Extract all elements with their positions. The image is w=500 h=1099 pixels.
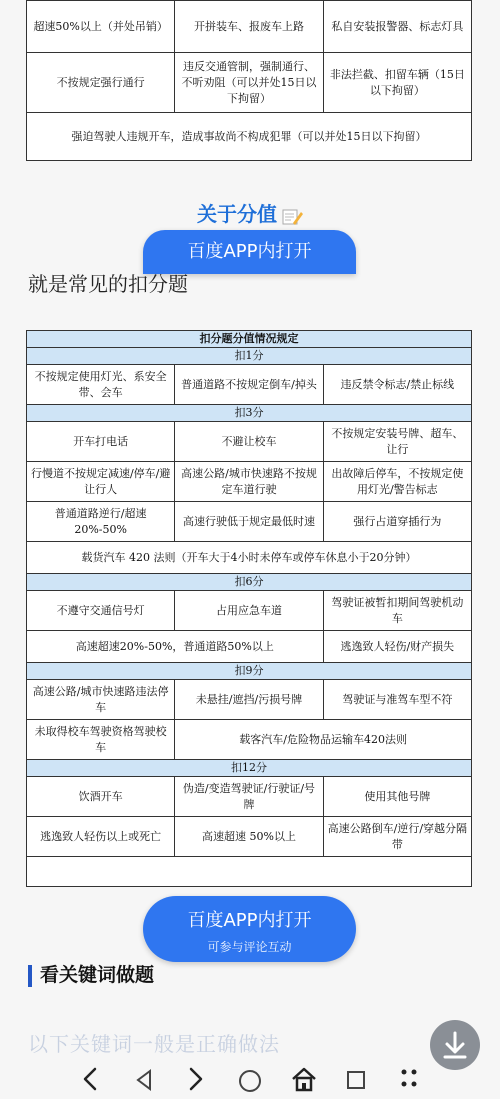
- table-cell: 伪造/变造驾驶证/行驶证/号牌: [175, 777, 323, 817]
- table-cell: 不按规定安装号牌、超车、让行: [323, 422, 471, 462]
- table-cell: 高速超速 50%以上: [175, 817, 323, 857]
- section-header-row: [27, 663, 472, 680]
- table-row: [27, 857, 472, 887]
- open-in-app-label: 百度APP内打开: [187, 241, 312, 262]
- table-cell: 载客汽车/危险物品运输车420法则: [175, 720, 472, 760]
- table-cell: 普通道路逆行/超速20%-50%: [27, 502, 175, 542]
- table-row: [27, 777, 472, 817]
- intro-text: 就是常见的扣分题: [28, 272, 188, 296]
- table-cell: 载货汽车 420 法则（开车大于4小时未停车或停车休息小于20分钟）: [27, 542, 472, 574]
- section-header-row: [27, 405, 472, 422]
- table-cell: 开车打电话: [27, 422, 175, 462]
- more-icon[interactable]: [397, 1064, 421, 1094]
- section-title-text: 关于分值: [197, 202, 277, 226]
- open-in-app-button[interactable]: [143, 896, 356, 962]
- table-row: [27, 680, 472, 720]
- table-cell: 不按规定强行通行: [27, 53, 175, 113]
- table-cell: 未悬挂/遮挡/污损号牌: [175, 680, 323, 720]
- keyword-heading-text: 看关键词做题: [40, 964, 155, 986]
- table-cell: 非法拦截、扣留车辆（15日以下拘留）: [323, 53, 471, 113]
- table-cell: 高速公路/城市快速路不按规定车道行驶: [175, 462, 323, 502]
- table-cell: 普通道路不按规定倒车/掉头: [175, 365, 323, 405]
- keyword-heading: [28, 960, 154, 987]
- table-cell: 超速50%以上（并处吊销）: [27, 1, 175, 53]
- section-header-row: [27, 760, 472, 777]
- table-cell: 不遵守交通信号灯: [27, 591, 175, 631]
- recents-icon[interactable]: [344, 1064, 368, 1094]
- table-cell: 私自安装报警器、标志灯具: [323, 1, 471, 53]
- table-row: [27, 817, 472, 857]
- table-cell: 不按规定使用灯光、系安全带、会车: [27, 365, 175, 405]
- table-cell: 强行占道穿插行为: [323, 502, 471, 542]
- back-arrow-icon[interactable]: [78, 1064, 102, 1094]
- table-cell: 违反禁令标志/禁止标线: [323, 365, 471, 405]
- table-row: [27, 720, 472, 760]
- score-table: [26, 330, 472, 887]
- table-cell: 使用其他号牌: [323, 777, 471, 817]
- section-header-row: [27, 574, 472, 591]
- table-cell: 开拼装车、报废车上路: [175, 1, 323, 53]
- table-cell: 不避让校车: [175, 422, 323, 462]
- table-cell: 高速公路倒车/逆行/穿越分隔带: [323, 817, 471, 857]
- home-circle-icon[interactable]: [237, 1064, 263, 1094]
- table-row: [27, 365, 472, 405]
- table-caption: 扣分题分值情况规定: [27, 331, 472, 348]
- bottom-navigation-bar: [0, 1060, 500, 1099]
- table-cell: 逃逸致人轻伤以上或死亡: [27, 817, 175, 857]
- table-cell: 驾驶证被暂扣期间驾驶机动车: [323, 591, 471, 631]
- table-cell: 高速超速20%-50%，普通道路50%以上: [27, 631, 324, 663]
- table-row: [27, 462, 472, 502]
- table-row: [27, 542, 472, 574]
- faded-paragraph: 以下关键词一般是正确做法: [28, 1032, 280, 1056]
- section-header: 扣6分: [27, 574, 472, 591]
- section-header: 扣9分: [27, 663, 472, 680]
- table-cell: 高速公路/城市快速路违法停车: [27, 680, 175, 720]
- table-caption-row: [27, 331, 472, 348]
- section-title: [0, 198, 500, 227]
- section-header: 扣3分: [27, 405, 472, 422]
- table-row: [27, 631, 472, 663]
- section-header: 扣12分: [27, 760, 472, 777]
- pencil-icon: [281, 207, 303, 225]
- home-icon[interactable]: [290, 1064, 318, 1094]
- table-row: [27, 591, 472, 631]
- table-cell: 驾驶证与准驾车型不符: [323, 680, 471, 720]
- table-cell: 未取得校车驾驶资格驾驶校车: [27, 720, 175, 760]
- table-cell: 高速行驶低于规定最低时速: [175, 502, 323, 542]
- heading-bar: [28, 965, 32, 987]
- table-cell: 违反交通管制，强制通行、不听劝阻（可以并处15日以下拘留）: [175, 53, 323, 113]
- nav-back-icon[interactable]: [132, 1064, 156, 1094]
- open-in-app-sublabel: 可参与评论互动: [207, 940, 292, 954]
- section-header: 扣1分: [27, 348, 472, 365]
- table-row: [27, 502, 472, 542]
- table-row: [27, 422, 472, 462]
- table-cell: 饮酒开车: [27, 777, 175, 817]
- table-cell: 出故障后停车，不按规定使用灯光/警告标志: [323, 462, 471, 502]
- table-row: [27, 113, 472, 161]
- table-cell: [27, 857, 472, 887]
- table-cell: 逃逸致人轻伤/财产损失: [323, 631, 471, 663]
- table-cell: 占用应急车道: [175, 591, 323, 631]
- nav-forward-icon[interactable]: [184, 1064, 208, 1094]
- violation-table-top: [26, 0, 472, 161]
- table-row: [27, 53, 472, 113]
- table-row: [27, 1, 472, 53]
- table-cell: 行慢道不按规定减速/停车/避让行人: [27, 462, 175, 502]
- section-header-row: [27, 348, 472, 365]
- open-in-app-label: 百度APP内打开: [187, 910, 312, 931]
- table-cell: 强迫驾驶人违规开车，造成事故尚不构成犯罪（可以并处15日以下拘留）: [27, 113, 472, 161]
